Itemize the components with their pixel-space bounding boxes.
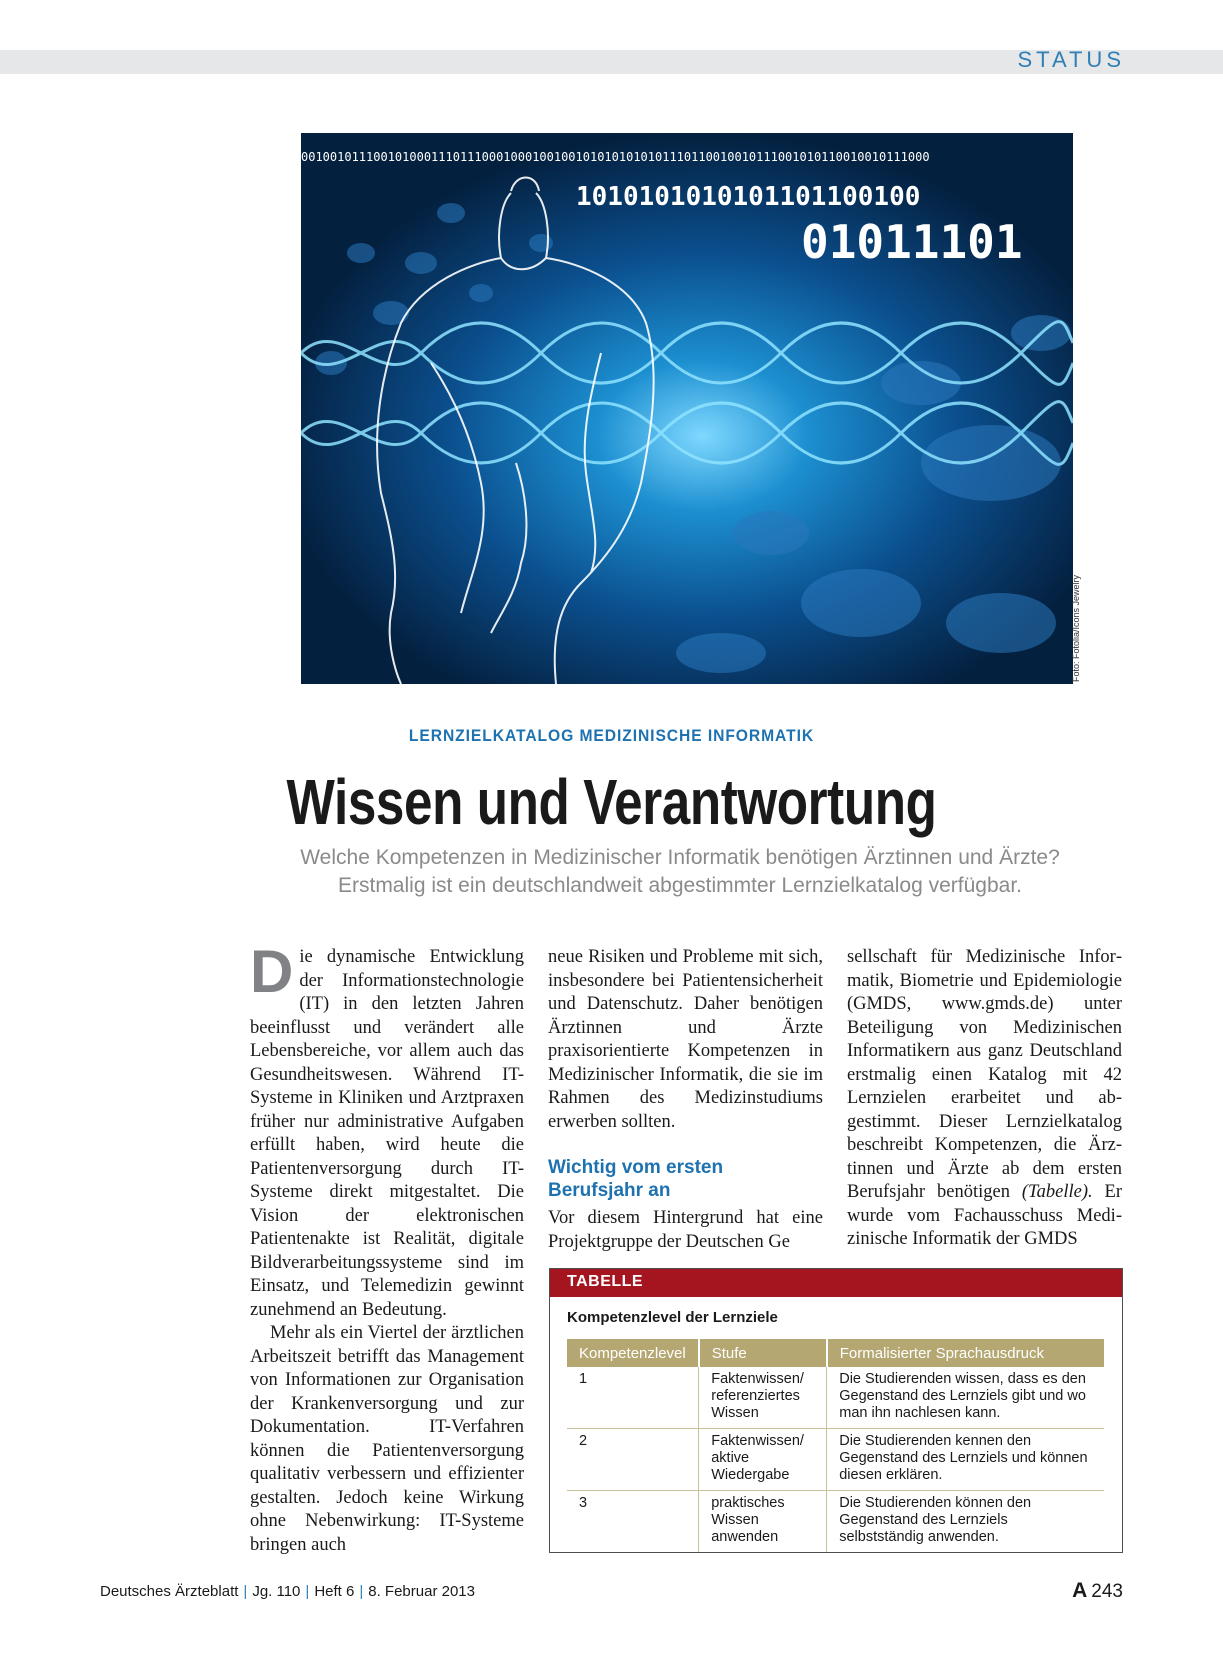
cell-ausdruck: Die Studierenden wissen, dass es den Gegenstand des Lernziels gibt und wo man ihn nachlesen kann. <box>827 1367 1104 1429</box>
table-title: Kompetenzlevel der Lernziele <box>567 1309 778 1326</box>
cell-ausdruck: Die Studierenden kennen den Gegenstand des Lernziels und können diesen erklären. <box>827 1429 1104 1491</box>
issue: Heft 6 <box>314 1583 355 1600</box>
table-row <box>567 1491 1104 1553</box>
section-subheading: Wichtig vom ersten Berufsjahr an <box>548 1157 724 1201</box>
cell-ausdruck: Die Studierenden können den Gegenstand des Lernziels selbstständig anwenden. <box>839 1495 1032 1545</box>
hero-binary-row2: 1010101010101101100100 <box>576 182 921 212</box>
table-reference: (Tabelle). <box>1021 1182 1093 1202</box>
competence-table <box>567 1339 1104 1552</box>
article-title: Wissen und Verantwortung <box>286 766 937 838</box>
cell-level: 2 <box>567 1429 699 1491</box>
photo-credit: Foto: Fotolia/Icons Jewelry <box>1071 574 1081 682</box>
deck-line-1: Welche Kompetenzen in Medizinischer Informatik benötigen Ärztinnen und Ärzte? <box>300 846 1060 869</box>
paragraph-5: sellschaft für Medizinische Informatik, Biometrie und Epidemiologie (GMDS, www.gmds.de) unter Beteiligung von Medizinischen Informatikern aus ganz Deutschland erstmalig einen Katalog mit 42 Lernzielen erarbeitet und abgestimmt. Dieser Lernzielkatalog beschreibt Kompetenzen, die Ärztinnen und Ärzte ab dem ersten Berufsjahr benötigen (Tabelle). Er wurde vom Fachausschuss Medizinische Informatik der GMDS <box>847 947 1122 1249</box>
body-column-2 <box>548 946 823 1254</box>
separator: | <box>243 1583 248 1600</box>
volume: Jg. 110 <box>252 1583 301 1600</box>
header-sprachausdruck: Formalisierter Sprachausdruck <box>827 1339 1104 1367</box>
cell-level: 1 <box>567 1367 699 1429</box>
paragraph-intro: Die dynamische Entwicklung der Informationstechnologie (IT) in den letzten Jahren beeinflusst und verändert alle Lebensbereiche, vor allem auch das Gesundheitswesen. Während IT-Systeme in Kliniken und Arztpraxen früher nur administrative Aufgaben erfüllt haben, wird heute die Patientenversorgung durch IT-Systeme direkt mitgestaltet. Die Vision der elektronischen Patientenakte ist Realität, digitale Bildverarbeitungssysteme sind im Einsatz, und Telemedizin gewinnt zunehmend an Bedeutung. <box>250 938 524 1320</box>
header-stufe: Stufe <box>699 1339 827 1367</box>
table-label: TABELLE <box>567 1273 644 1290</box>
table-header-row <box>567 1339 1104 1367</box>
article-deck <box>230 844 1130 900</box>
body-column-3 <box>847 946 1122 1252</box>
separator: | <box>305 1583 310 1600</box>
cell-stufe: Faktenwissen/ referenziertes Wissen <box>699 1367 827 1429</box>
section-label: STATUS <box>1017 47 1125 72</box>
separator: | <box>359 1583 364 1600</box>
table-row <box>567 1367 1104 1429</box>
table-label-bar <box>550 1269 1122 1297</box>
hero-illustration <box>301 133 1073 684</box>
paragraph-2: Mehr als ein Viertel der ärztlichen Arbeitszeit betrifft das Management von Informationen zur Organisation der Krankenversorgung und zur Dokumentation. IT-Verfahren können die Patientenversorgung qualitativ verbessern und effizienter gestalten. Jedoch keine Wirkung ohne Nebenwirkung: IT-Systeme bringen auch <box>250 1323 524 1555</box>
deck-line-2: Erstmalig ist ein deutschlandweit abgestimmter Lernzielkatalog verfügbar. <box>337 874 1022 897</box>
footer-citation <box>100 1583 475 1600</box>
body-column-1 <box>250 938 524 1557</box>
table-box <box>549 1268 1123 1553</box>
page-number <box>1072 1579 1123 1603</box>
hero-binary-row1: 001001011100101000111011100010001001001010101010101110110010010111001010110010010111000 <box>301 150 930 164</box>
drop-cap: D <box>250 938 294 1005</box>
hero-binary-row3: 01011101 <box>801 215 1023 269</box>
page-number-value: 243 <box>1091 1581 1123 1602</box>
header-kompetenzlevel: Kompetenzlevel <box>567 1339 699 1367</box>
paragraph-4: Vor diesem Hintergrund hat eine Projektgruppe der Deutschen Ge <box>548 1208 823 1252</box>
cell-stufe: praktisches Wissen anwenden <box>699 1491 827 1553</box>
page-prefix: A <box>1072 1579 1088 1602</box>
cell-stufe: Faktenwissen/ aktive Wiedergabe <box>699 1429 827 1491</box>
issue-date: 8. Februar 2013 <box>368 1583 475 1600</box>
table-row <box>567 1429 1104 1491</box>
article-kicker: LERNZIELKATALOG MEDIZINISCHE INFORMATIK <box>408 726 815 745</box>
cell-level: 3 <box>567 1491 699 1553</box>
paragraph-3: neue Risiken und Probleme mit sich, insbesondere bei Patientensicherheit und Datenschutz. Daher benötigen Ärztinnen und Ärzte praxisorientierte Kompetenzen in Medizinischer Informatik, die sie im Rahmen des Medizinstudiums erwerben sollten. <box>548 947 823 1132</box>
journal-name: Deutsches Ärzteblatt <box>100 1583 239 1600</box>
